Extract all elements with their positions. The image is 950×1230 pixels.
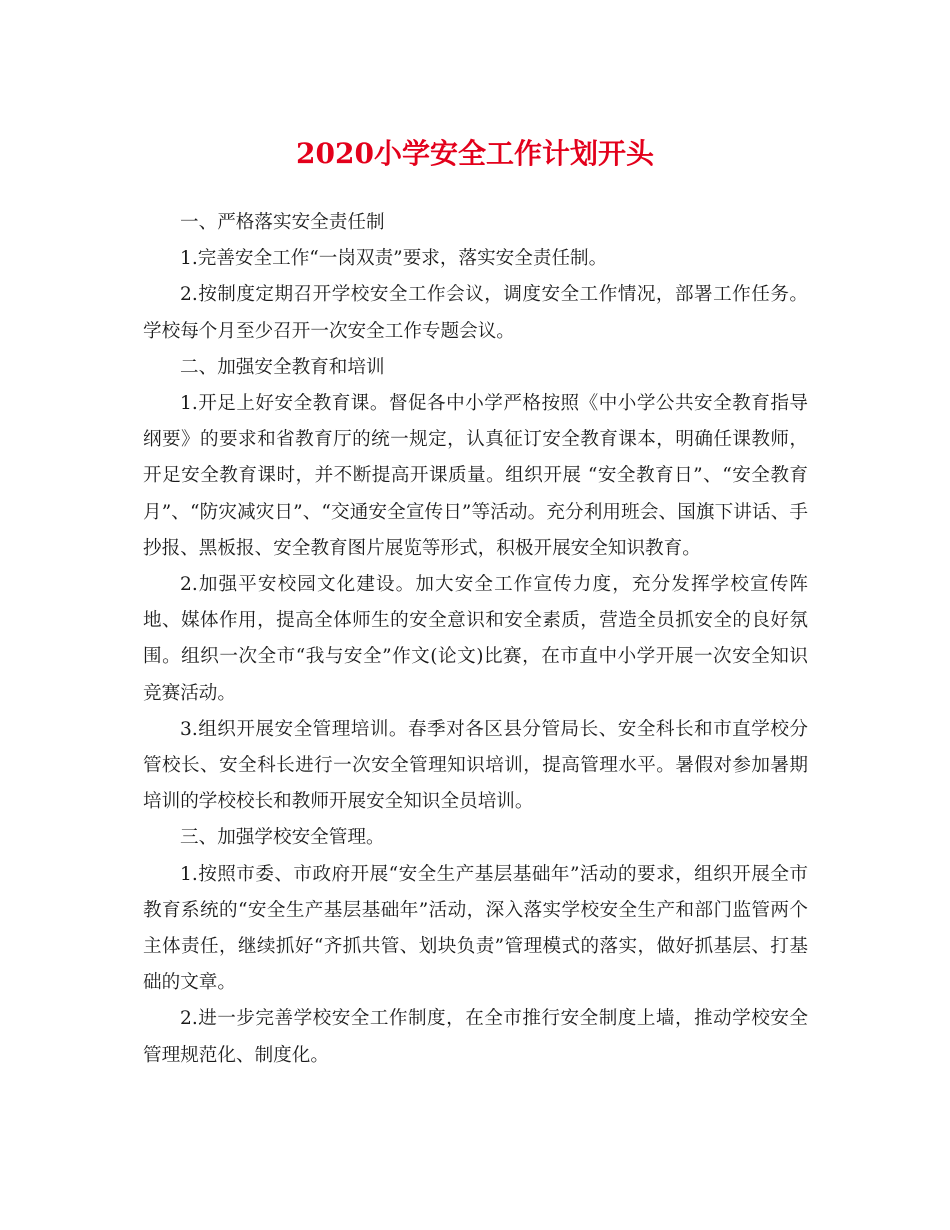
- section-heading-1: 一、严格落实安全责任制: [180, 212, 385, 233]
- paragraph: 1.开足上好安全教育课。督促各中小学严格按照《中小学公共安全教育指导纲要》的要求和省教育厅的统一规定，认真征订安全教育课本，明确任课教师，开足安全教育课时，并不断提高开课质量。组织开展 “安全教育日”、“安全教育月”、“防灾减灾日”、“交通安全宣传日”等活动。充分利用班会、国旗下讲话、手抄报、黑板报、安全教育图片展览等形式，积极开展安全知识教育。: [143, 393, 808, 559]
- section-heading-2: 二、加强安全教育和培训: [180, 356, 385, 378]
- paragraph: 1.完善安全工作“一岗双责”要求，落实安全责任制。: [180, 248, 608, 270]
- paragraph: 2.按制度定期召开学校安全工作会议，调度安全工作情况，部署工作任务。学校每个月至少召开一次安全工作专题会议。: [143, 284, 808, 342]
- paragraph: 2.加强平安校园文化建设。加大安全工作宣传力度，充分发挥学校宣传阵地、媒体作用，提高全体师生的安全意识和安全素质，营造全员抓安全的良好氛围。组织一次全市“我与安全”作文(论文)比赛，在市直中小学开展一次安全知识竞赛活动。: [143, 574, 808, 704]
- paragraph: 3.组织开展安全管理培训。春季对各区县分管局长、安全科长和市直学校分管校长、安全科长进行一次安全管理知识培训，提高管理水平。暑假对参加暑期培训的学校校长和教师开展安全知识全员培训。: [143, 718, 808, 813]
- paragraph: 1.按照市委、市政府开展“安全生产基层基础年”活动的要求，组织开展全市教育系统的“安全生产基层基础年”活动，深入落实学校安全生产和部门监管两个主体责任，继续抓好“齐抓共管、划块负责”管理模式的落实，做好抓基层、打基础的文章。: [143, 863, 808, 994]
- document-body: [143, 205, 808, 1074]
- document-title: 2020小学安全工作计划开头: [296, 137, 654, 170]
- section-heading-3: 三、加强学校安全管理。: [180, 827, 385, 849]
- paragraph: 2.进一步完善学校安全工作制度，在全市推行安全制度上墙，推动学校安全管理规范化、制度化。: [143, 1008, 808, 1066]
